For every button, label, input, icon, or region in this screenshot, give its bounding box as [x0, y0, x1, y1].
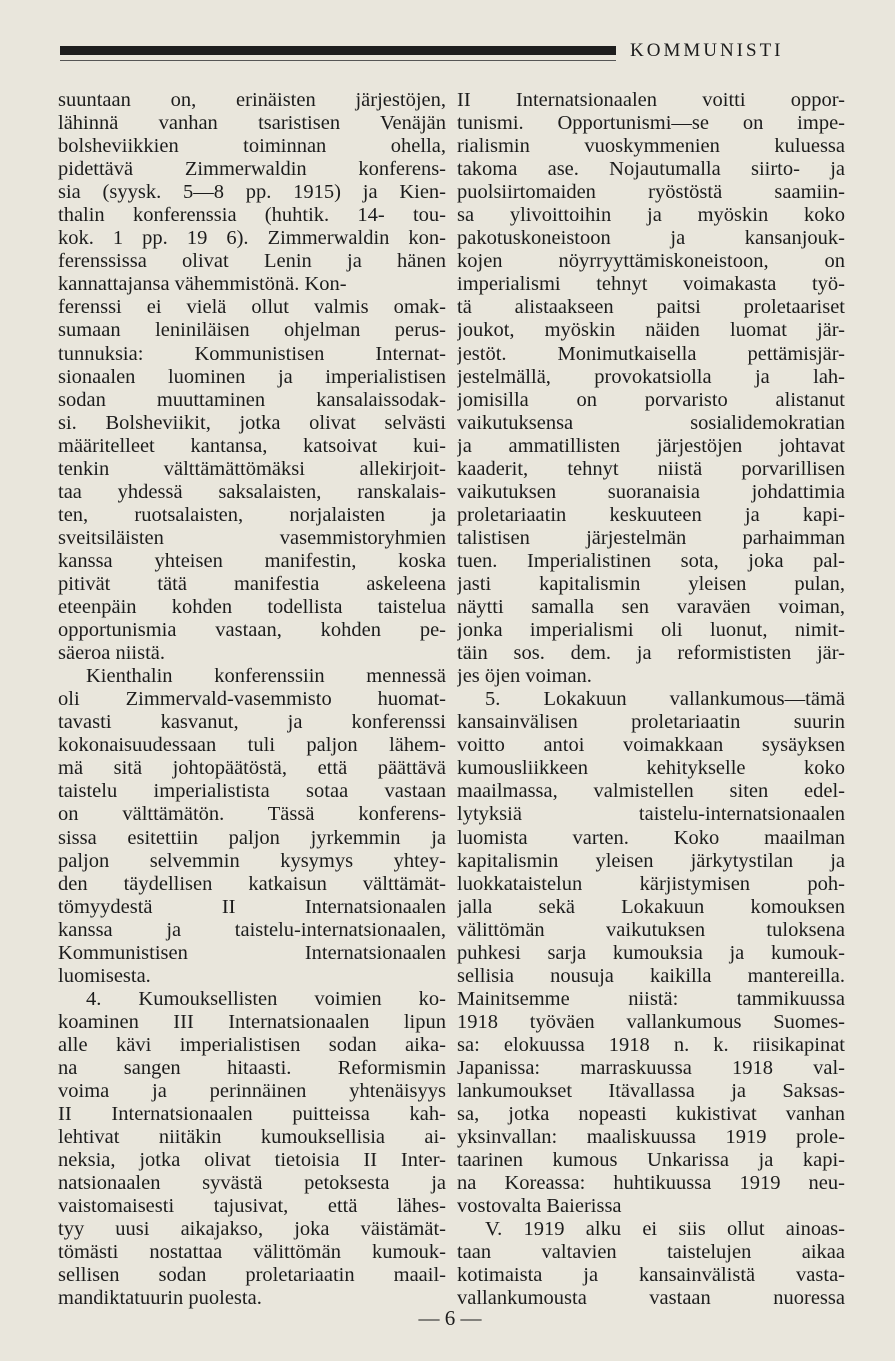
text-line: 5. Lokakuun vallankumous—tämä	[485, 688, 845, 711]
text-line: täin sos. dem. ja reformististen jär-	[457, 642, 845, 665]
text-line: jestelmällä, provokatsiolla ja lah-	[457, 365, 845, 388]
text-line: ferenssi ei vielä ollut valmis omak-	[58, 296, 446, 319]
text-line: kansainvälisen proletariaatin suurin	[457, 711, 845, 734]
text-line: välittömän vaikutuksen tuloksena	[457, 918, 845, 941]
text-line: lähinnä vanhan tsaristisen Venäjän	[58, 112, 446, 135]
text-line: V. 1919 alku ei siis ollut ainoas-	[485, 1218, 845, 1241]
text-line: vaikutuksen suoranaisia johdattimia	[457, 480, 845, 503]
text-line: lankumoukset Itävallassa ja Saksas-	[457, 1080, 845, 1103]
text-line: tavasti kasvanut, ja konferenssi	[58, 711, 446, 734]
text-line: si. Bolsheviikit, jotka olivat selvästi	[58, 411, 446, 434]
text-line: kumousliikkeen kehitykselle koko	[457, 757, 845, 780]
text-line: taarinen kumous Unkarissa ja kapi-	[457, 1149, 845, 1172]
text-line: pakotuskoneistoon ja kansanjouk-	[457, 227, 845, 250]
text-line: 1918 työväen vallankumous Suomes-	[457, 1010, 845, 1033]
text-line: jonka imperialismi oli luonut, nimit-	[457, 619, 845, 642]
header-thin-rule	[60, 60, 616, 61]
text-line: sa, jotka nopeasti kukistivat vanhan	[457, 1103, 845, 1126]
text-line: kapitalismin yleisen järkytystilan ja	[457, 849, 845, 872]
text-line: vostovalta Baierissa	[457, 1195, 622, 1218]
text-line: sa: elokuussa 1918 n. k. riisikapinat	[457, 1033, 845, 1056]
text-line: lehtivat niitäkin kumouksellisia ai-	[58, 1126, 446, 1149]
text-line: lytyksiä taistelu-internatsionaalen	[457, 803, 845, 826]
text-line: imperialismi tehnyt voimakasta työ-	[457, 273, 845, 296]
text-line: kaaderit, tehnyt niistä porvarillisen	[457, 457, 845, 480]
text-line: koaminen III Internatsionaalen lipun	[58, 1010, 446, 1033]
text-line: jes öjen voiman.	[457, 665, 592, 688]
header-rule	[60, 46, 616, 55]
text-line: jomisilla on porvaristo alistanut	[457, 388, 845, 411]
text-line: taa yhdessä saksalaisten, ranskalais-	[58, 480, 446, 503]
text-line: sia (syysk. 5—8 pp. 1915) ja Kien-	[58, 181, 446, 204]
text-line: ferenssissa olivat Lenin ja hänen	[58, 250, 446, 273]
text-line: den täydellisen katkaisun välttämät-	[58, 872, 446, 895]
text-line: voitto antoi voimakkaan sysäyksen	[457, 734, 845, 757]
text-line: sellisen sodan proletariaatin maail-	[58, 1264, 446, 1287]
text-line: sellisia nousuja kaikilla mantereilla.	[457, 964, 845, 987]
text-line: tömästi nostattaa välittömän kumouk-	[58, 1241, 446, 1264]
text-line: mä sitä johtopäätöstä, että päättävä	[58, 757, 446, 780]
text-line: taan valtavien taistelujen aikaa	[457, 1241, 845, 1264]
text-line: tömyydestä II Internatsionaalen	[58, 895, 446, 918]
text-line: kotimaista ja kansainvälistä vasta-	[457, 1264, 845, 1287]
text-line: jestöt. Monimutkaisella pettämisjär-	[457, 342, 845, 365]
text-line: säeroa niistä.	[58, 642, 166, 665]
text-line: puolsiirtomaiden ryöstöstä saamiin-	[457, 181, 845, 204]
text-line: ten, ruotsalaisten, norjalaisten ja	[58, 503, 446, 526]
text-line: luomisesta.	[58, 964, 151, 987]
text-line: kojen nöyrryyttämiskoneistoon, on	[457, 250, 845, 273]
text-line: opportunismia vastaan, kohden pe-	[58, 619, 446, 642]
text-line: pitivät tätä manifestia askeleena	[58, 572, 446, 595]
text-line: kannattajansa vähemmistönä. Kon-	[58, 273, 347, 296]
text-line: tunnuksia: Kommunistisen Internat-	[58, 342, 446, 365]
text-line: sodan muuttaminen kansalaissodak-	[58, 388, 446, 411]
text-line: neksia, jotka olivat tietoisia II Inter-	[58, 1149, 446, 1172]
text-line: takoma ase. Nojautumalla siirto- ja	[457, 158, 845, 181]
text-line: luomista varten. Koko maailman	[457, 826, 845, 849]
text-line: tä alistaakseen paitsi proletaariset	[457, 296, 845, 319]
text-line: sumaan leniniläisen ohjelman perus-	[58, 319, 446, 342]
text-line: on välttämätön. Tässä konferens-	[58, 803, 446, 826]
text-line: vaistomaisesti tajusivat, että lähes-	[58, 1195, 446, 1218]
text-line: ja ammatillisten järjestöjen johtavat	[457, 434, 845, 457]
text-line: natsionaalen syvästä petoksesta ja	[58, 1172, 446, 1195]
text-line: 4. Kumouksellisten voimien ko-	[86, 987, 446, 1010]
left-text-column	[58, 89, 446, 1310]
text-line: rialismin vuoskymmenien kuluessa	[457, 135, 845, 158]
text-line: vallankumousta vastaan nuoressa	[457, 1287, 845, 1310]
text-line: kokonaisuudessaan tuli paljon lähem-	[58, 734, 446, 757]
text-line: vaikutuksensa sosialidemokratian	[457, 411, 845, 434]
text-line: voima ja perinnäinen yhtenäisyys	[58, 1080, 446, 1103]
text-line: sveitsiläisten vasemmistoryhmien	[58, 526, 446, 549]
text-line: mandiktatuurin puolesta.	[58, 1287, 262, 1310]
text-line: tenkin välttämättömäksi allekirjoit-	[58, 457, 446, 480]
text-line: bolsheviikkien toiminnan ohella,	[58, 135, 446, 158]
text-line: sissa esitettiin paljon jyrkemmin ja	[58, 826, 446, 849]
text-line: tyy uusi aikajakso, joka väistämät-	[58, 1218, 446, 1241]
text-line: talistisen järjestelmän parhaimman	[457, 526, 845, 549]
text-line: Japanissa: marraskuussa 1918 val-	[457, 1056, 845, 1079]
text-line: puhkesi sarja kumouksia ja kumouk-	[457, 941, 845, 964]
text-line: taistelu imperialistista sotaa vastaan	[58, 780, 446, 803]
text-line: luokkataistelun kärjistymisen poh-	[457, 872, 845, 895]
text-line: II Internatsionaalen voitti oppor-	[457, 89, 845, 111]
text-line: eteenpäin kohden todellista taistelua	[58, 596, 446, 619]
text-line: II Internatsionaalen puitteissa kah-	[58, 1103, 446, 1126]
text-line: jalla sekä Lokakuun komouksen	[457, 895, 845, 918]
text-line: oli Zimmervald-vasemmisto huomat-	[58, 688, 446, 711]
text-line: kanssa ja taistelu-internatsionaalen,	[58, 918, 446, 941]
text-line: Mainitsemme niistä: tammikuussa	[457, 987, 845, 1010]
page-number: — 6 —	[418, 1306, 482, 1330]
text-line: kok. 1 pp. 19 6). Zimmerwaldin kon-	[58, 227, 446, 250]
text-line: määritelleet kantansa, katsoivat kui-	[58, 434, 446, 457]
right-text-column	[457, 89, 845, 1310]
text-line: kanssa yhteisen manifestin, koska	[58, 549, 446, 572]
text-line: suuntaan on, erinäisten järjestöjen,	[58, 89, 446, 111]
text-line: proletariaatin keskuuteen ja kapi-	[457, 503, 845, 526]
text-line: Kommunistisen Internatsionaalen	[58, 941, 446, 964]
running-title: KOMMUNISTI	[630, 40, 784, 61]
text-line: alle kävi imperialistisen sodan aika-	[58, 1033, 446, 1056]
text-line: paljon selvemmin kysymys yhtey-	[58, 849, 446, 872]
text-line: sionaalen luominen ja imperialistisen	[58, 365, 446, 388]
text-line: joukot, myöskin näiden luomat jär-	[457, 319, 845, 342]
text-line: tunismi. Opportunismi—se on impe-	[457, 112, 845, 135]
text-line: na Koreassa: huhtikuussa 1919 neu-	[457, 1172, 845, 1195]
text-line: maailmassa, valmistellen siten edel-	[457, 780, 845, 803]
text-line: thalin konferenssia (huhtik. 14- tou-	[58, 204, 446, 227]
text-line: näytti samalla sen varaväen voiman,	[457, 596, 845, 619]
text-line: Kienthalin konferenssiin mennessä	[86, 665, 446, 688]
text-line: yksinvallan: maaliskuussa 1919 prole-	[457, 1126, 845, 1149]
text-line: sa ylivoittoihin ja myöskin koko	[457, 204, 845, 227]
text-line: jasti kapitalismin yleisen pulan,	[457, 572, 845, 595]
text-line: na sangen hitaasti. Reformismin	[58, 1056, 446, 1079]
text-line: tuen. Imperialistinen sota, joka pal-	[457, 549, 845, 572]
text-line: pidettävä Zimmerwaldin konferens-	[58, 158, 446, 181]
